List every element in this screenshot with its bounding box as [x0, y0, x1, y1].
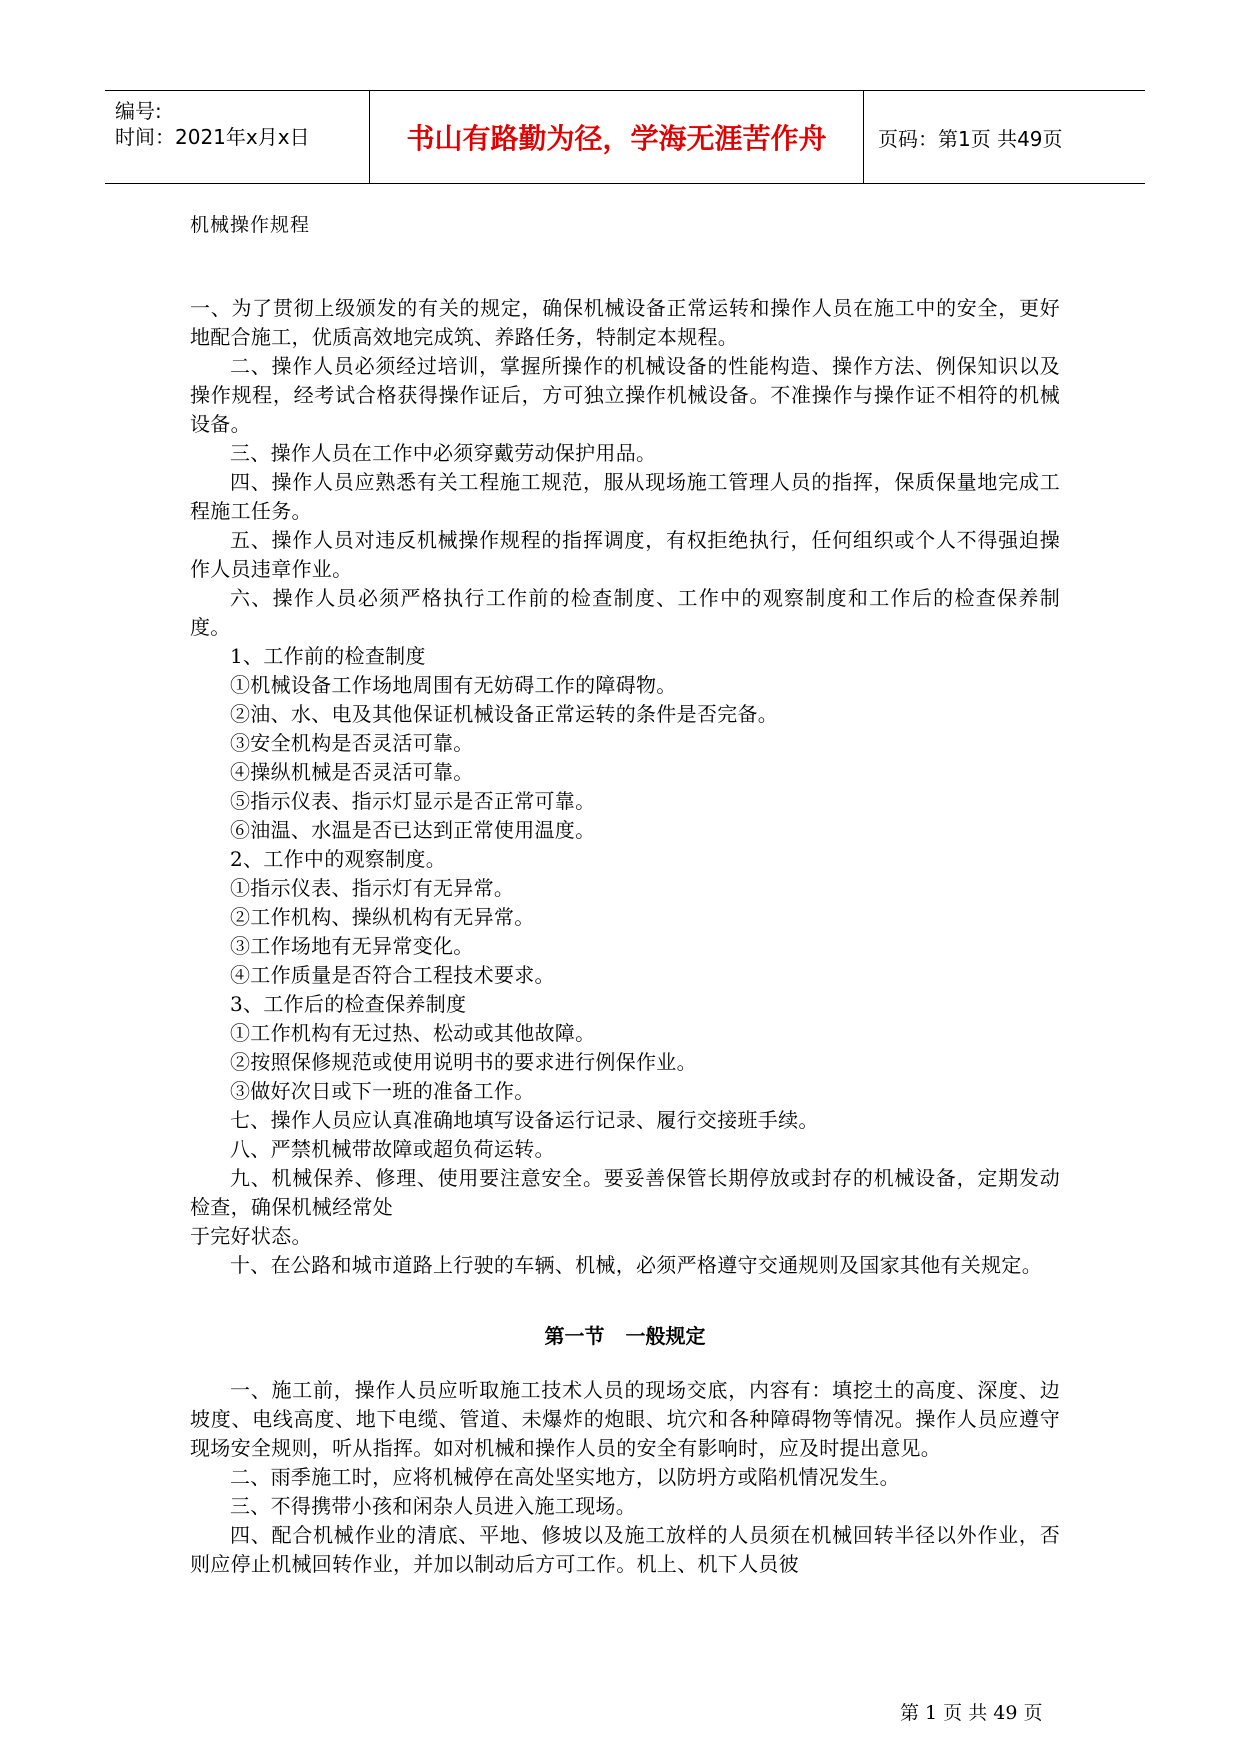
header-motto: 书山有路勤为径，学海无涯苦作舟: [406, 122, 827, 155]
paragraph: ③做好次日或下一班的准备工作。: [230, 1079, 535, 1103]
paragraph: ①工作机构有无过热、松动或其他故障。: [230, 1021, 596, 1045]
section-paragraph: 四、配合机械作业的清底、平地、修坡以及施工放样的人员须在机械回转半径以外作业，否则应停止机械回转作业，并加以制动后方可工作。机上、机下人员彼: [190, 1523, 1060, 1576]
body-text: [190, 294, 1060, 1280]
page-header: [105, 90, 1145, 184]
paragraph: 于完好状态。: [190, 1224, 312, 1248]
paragraph: 八、严禁机械带故障或超负荷运转。: [230, 1137, 555, 1161]
section-title: 第一节 一般规定: [544, 1324, 706, 1348]
paragraph: 十、在公路和城市道路上行驶的车辆、机械，必须严格遵守交通规则及国家其他有关规定。: [230, 1253, 1042, 1277]
header-info-cell: [105, 91, 370, 183]
paragraph: 九、机械保养、修理、使用要注意安全。要妥善保管长期停放或封存的机械设备，定期发动检查，确保机械经常处: [190, 1166, 1060, 1219]
paragraph: ②按照保修规范或使用说明书的要求进行例保作业。: [230, 1050, 697, 1074]
paragraph: 五、操作人员对违反机械操作规程的指挥调度，有权拒绝执行，任何组织或个人不得强迫操作人员违章作业。: [190, 528, 1060, 581]
section-body-text: [190, 1376, 1060, 1579]
page-footer: 第 1 页 共 49 页: [900, 1702, 1043, 1724]
section-paragraph: 三、不得携带小孩和闲杂人员进入施工现场。: [230, 1494, 636, 1518]
section-paragraph: 二、雨季施工时，应将机械停在高处坚实地方，以防坍方或陷机情况发生。: [230, 1465, 900, 1489]
document-time-label: 时间：2021年x月x日: [115, 125, 310, 149]
paragraph: ②油、水、电及其他保证机械设备正常运转的条件是否完备。: [230, 702, 779, 726]
header-page-number: 页码：第1页 共49页: [878, 126, 1063, 151]
paragraph: 七、操作人员应认真准确地填写设备运行记录、履行交接班手续。: [230, 1108, 819, 1132]
paragraph: 三、操作人员在工作中必须穿戴劳动保护用品。: [230, 441, 657, 465]
paragraph: 2、工作中的观察制度。: [230, 847, 447, 871]
paragraph: ③安全机构是否灵活可靠。: [230, 731, 474, 755]
header-page-cell: [864, 91, 1145, 183]
paragraph: ②工作机构、操纵机构有无异常。: [230, 905, 535, 929]
paragraph: ⑥油温、水温是否已达到正常使用温度。: [230, 818, 596, 842]
paragraph: 3、工作后的检查保养制度: [230, 992, 467, 1016]
paragraph: ①指示仪表、指示灯有无异常。: [230, 876, 515, 900]
paragraph: ④工作质量是否符合工程技术要求。: [230, 963, 555, 987]
paragraph: 二、操作人员必须经过培训，掌握所操作的机械设备的性能构造、操作方法、例保知识以及操作规程，经考试合格获得操作证后，方可独立操作机械设备。不准操作与操作证不相符的机械设备。: [190, 354, 1060, 436]
paragraph: ④操纵机械是否灵活可靠。: [230, 760, 474, 784]
paragraph: 1、工作前的检查制度: [230, 644, 426, 668]
document-number-label: 编号:: [115, 99, 162, 123]
section-paragraph: 一、施工前，操作人员应听取施工技术人员的现场交底，内容有：填挖土的高度、深度、边坡度、电线高度、地下电缆、管道、未爆炸的炮眼、坑穴和各种障碍物等情况。操作人员应遵守现场安全规则，听从指挥。如对机械和操作人员的安全有影响时，应及时提出意见。: [190, 1378, 1060, 1460]
paragraph: ⑤指示仪表、指示灯显示是否正常可靠。: [230, 789, 596, 813]
paragraph: 六、操作人员必须严格执行工作前的检查制度、工作中的观察制度和工作后的检查保养制度。: [190, 586, 1060, 639]
header-motto-cell: [370, 91, 864, 183]
paragraph: ①机械设备工作场地周围有无妨碍工作的障碍物。: [230, 673, 677, 697]
paragraph: 四、操作人员应熟悉有关工程施工规范，服从现场施工管理人员的指挥，保质保量地完成工程施工任务。: [190, 470, 1060, 523]
paragraph: ③工作场地有无异常变化。: [230, 934, 474, 958]
document-title: 机械操作规程: [190, 214, 311, 236]
paragraph: 一、为了贯彻上级颁发的有关的规定，确保机械设备正常运转和操作人员在施工中的安全，更好地配合施工，优质高效地完成筑、养路任务，特制定本规程。: [190, 296, 1060, 349]
